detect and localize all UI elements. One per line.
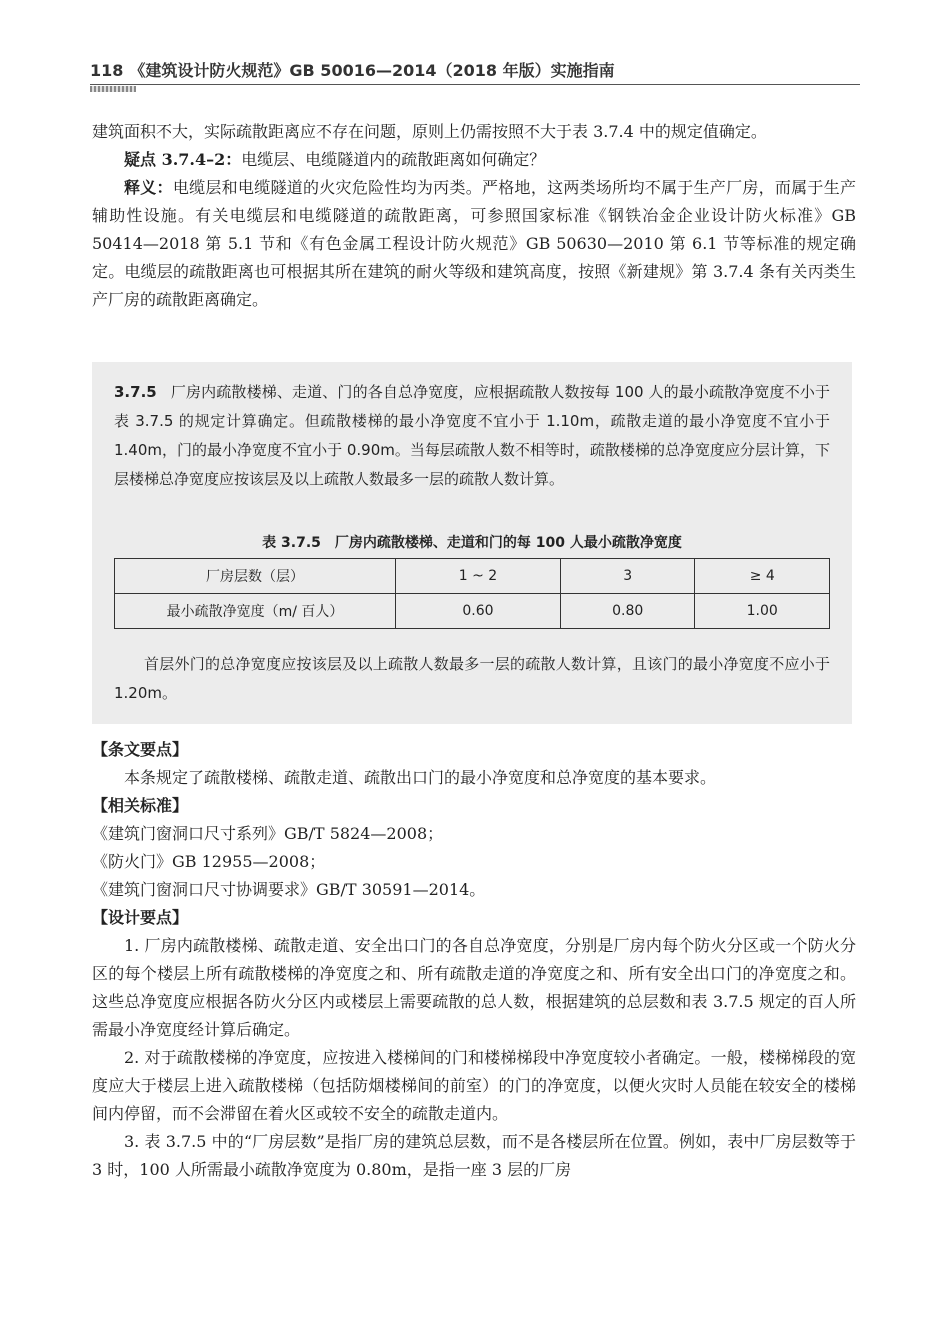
clause-body: 厂房内疏散楼梯、走道、门的各自总净宽度，应根据疏散人数按每 100 人的最小疏散净宽度不小于表 3.7.5 的规定计算确定。但疏散楼梯的最小净宽度不宜小于 1.10m，疏散走道的最小净宽度不宜小于 1.40m，门的最小净宽度不宜小于 0.90m。当每层疏散人数不相等时，疏散楼梯的总净宽度应分层计算，下层楼梯总净宽度应按该层及以上疏散人数最多一层的疏散人数计算。 — [114, 383, 830, 488]
explanation-paragraph — [92, 174, 856, 314]
code-clause-text — [114, 378, 830, 494]
intro-paragraph: 建筑面积不大，实际疏散距离应不存在问题，原则上仍需按照不大于表 3.7.4 中的规定值确定。 — [92, 122, 767, 141]
question-paragraph — [92, 146, 856, 174]
page-header — [90, 58, 860, 81]
table-row-label: 最小疏散净宽度（m/ 百人） — [115, 594, 396, 629]
clause-number: 3.7.5 — [114, 383, 157, 401]
key-points-heading: 【条文要点】 — [92, 740, 189, 759]
explanation-text: 电缆层和电缆隧道的火灾危险性均为丙类。严格地，这两类场所均不属于生产厂房，而属于生产辅助性设施。有关电缆层和电缆隧道的疏散距离，可参照国家标准《钢铁冶金企业设计防火标准》GB 50414—2018 第 5.1 节和《有色金属工程设计防火规范》GB 50630—2010 第 6.1 节等标准的规定确定。电缆层的疏散距离也可根据其所在建筑的耐火等级和建筑高度，按照《新建规》第 3.7.4 条有关丙类生产厂房的疏散距离确定。 — [92, 178, 856, 309]
page-number: 118 — [90, 61, 124, 80]
question-text: 电缆层、电缆隧道内的疏散距离如何确定？ — [241, 150, 546, 169]
commentary-section — [92, 736, 856, 1184]
table-cell: 1 ~ 2 — [396, 559, 561, 594]
question-label: 疑点 3.7.4–2： — [124, 150, 242, 169]
header-rule — [90, 84, 860, 85]
book-title: 《建筑设计防火规范》GB 50016—2014（2018 年版）实施指南 — [129, 61, 615, 80]
design-points-heading: 【设计要点】 — [92, 908, 189, 927]
table-cell: ≥ 4 — [695, 559, 830, 594]
design-point-item: 1. 厂房内疏散楼梯、疏散走道、安全出口门的各自总净宽度，分别是厂房内每个防火分区或一个防火分区的每个楼层上所有疏散楼梯的净宽度之和、所有疏散走道的净宽度之和、所有安全出口门的净宽度之和。这些总净宽度应根据各防火分区内或楼层上需要疏散的总人数，根据建筑的总层数和表 3.7.5 规定的百人所需最小净宽度经计算后确定。 — [92, 936, 856, 1039]
explanation-label: 释义： — [124, 178, 173, 197]
table-cell: 3 — [560, 559, 695, 594]
table-cell: 0.60 — [396, 594, 561, 629]
design-point-item: 3. 表 3.7.5 中的“厂房层数”是指厂房的建筑总层数，而不是各楼层所在位置。例如，表中厂房层数等于 3 时，100 人所需最小疏散净宽度为 0.80m，是指一座 3 层的厂房 — [92, 1132, 856, 1179]
related-standards-heading: 【相关标准】 — [92, 796, 189, 815]
related-standard-item: 《建筑门窗洞口尺寸系列》GB/T 5824—2008； — [92, 824, 444, 843]
table-row — [115, 559, 830, 594]
header-decoration — [90, 86, 136, 92]
clause-note: 首层外门的总净宽度应按该层及以上疏散人数最多一层的疏散人数计算，且该门的最小净宽度不应小于 1.20m。 — [114, 655, 830, 702]
code-clause-box — [92, 362, 852, 724]
design-point-item: 2. 对于疏散楼梯的净宽度，应按进入楼梯间的门和楼梯梯段中净宽度较小者确定。一般，楼梯梯段的宽度应大于楼层上进入疏散楼梯（包括防烟楼梯间的前室）的门的净宽度，以便火灾时人员能在较安全的楼梯间内停留，而不会滞留在着火区或较不安全的疏散走道内。 — [92, 1048, 856, 1123]
table-row — [115, 594, 830, 629]
table-cell: 0.80 — [560, 594, 695, 629]
width-table — [114, 558, 830, 629]
related-standard-item: 《建筑门窗洞口尺寸协调要求》GB/T 30591—2014。 — [92, 880, 486, 899]
table-row-label: 厂房层数（层） — [115, 559, 396, 594]
table-caption: 表 3.7.5 厂房内疏散楼梯、走道和门的每 100 人最小疏散净宽度 — [262, 535, 682, 551]
table-cell: 1.00 — [695, 594, 830, 629]
related-standard-item: 《防火门》GB 12955—2008； — [92, 852, 326, 871]
key-points-text: 本条规定了疏散楼梯、疏散走道、疏散出口门的最小净宽度和总净宽度的基本要求。 — [124, 768, 717, 787]
top-section — [92, 118, 856, 314]
